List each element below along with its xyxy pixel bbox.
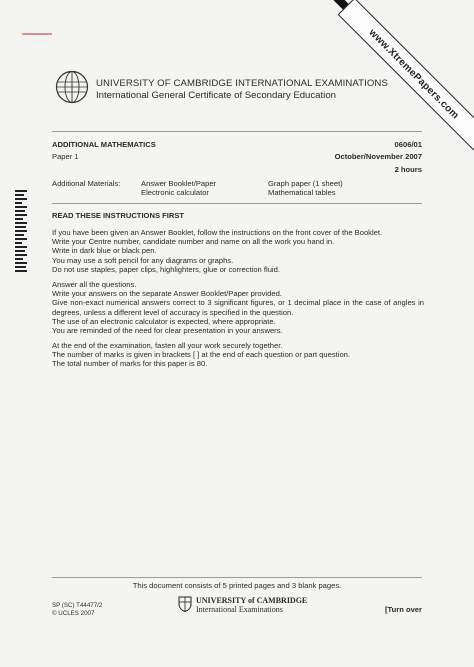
scan-mark <box>22 33 52 35</box>
subject: ADDITIONAL MATHEMATICS <box>52 140 156 149</box>
material-item: Mathematical tables <box>268 188 336 197</box>
session: October/November 2007 <box>334 152 422 161</box>
paper-code: 0606/01 <box>394 140 422 149</box>
instructions-block-1 <box>52 228 424 274</box>
instruction-line: Do not use staples, paper clips, highlighters, glue or correction fluid. <box>52 264 280 274</box>
divider <box>52 131 422 132</box>
logo-line-1: UNIVERSITY of CAMBRIDGE <box>196 596 308 605</box>
paper-number: Paper 1 <box>52 152 79 161</box>
instruction-line: Write in dark blue or black pen. <box>52 246 157 256</box>
page-count-note: This document consists of 5 printed pages and 3 blank pages. <box>132 581 342 590</box>
turn-over: [Turn over <box>385 605 422 614</box>
reference-code: SP (SC) T44477/2 <box>52 602 103 609</box>
qualification-name: International General Certificate of Secondary Education <box>96 90 336 101</box>
instruction-line: You are reminded of the need for clear presentation in your answers. <box>52 326 283 336</box>
instruction-line: The number of marks is given in brackets [ ] at the end of each question or part question. <box>52 350 351 360</box>
instruction-line: If you have been given an Answer Booklet, follow the instructions on the front cover of the Booklet. <box>52 228 383 237</box>
instruction-line: You may use a soft pencil for any diagrams or graphs. <box>52 255 234 265</box>
instruction-line: Write your Centre number, candidate number and name on all the work you hand in. <box>52 237 335 247</box>
instruction-line: Answer all the questions. <box>52 280 137 289</box>
material-item: Graph paper (1 sheet) <box>268 179 343 188</box>
cambridge-crest-icon <box>178 596 192 612</box>
cambridge-logo-text <box>196 596 307 614</box>
instruction-line: The use of an electronic calculator is expected, where appropriate. <box>52 316 276 326</box>
instructions-block-3 <box>52 341 424 369</box>
divider <box>52 577 422 578</box>
copyright: © UCLES 2007 <box>52 610 95 617</box>
instruction-line: The total number of marks for this paper is 80. <box>52 359 208 369</box>
globe-logo-icon <box>55 70 89 104</box>
watermark-ribbon[interactable] <box>338 0 474 150</box>
barcode <box>15 190 29 290</box>
instructions-heading: READ THESE INSTRUCTIONS FIRST <box>52 211 185 220</box>
logo-line-2: International Examinations <box>196 605 283 614</box>
material-item: Answer Booklet/Paper <box>141 179 217 188</box>
instruction-line: Write your answers on the separate Answer Booklet/Paper provided. <box>52 289 282 299</box>
materials-label: Additional Materials: <box>52 179 121 188</box>
duration: 2 hours <box>394 165 422 174</box>
university-name: UNIVERSITY OF CAMBRIDGE INTERNATIONAL EXAMINATIONS <box>96 78 388 89</box>
watermark-text: www.XtremePapers.com <box>366 26 462 122</box>
instruction-line: At the end of the examination, fasten all your work securely together. <box>52 341 283 350</box>
material-item: Electronic calculator <box>141 188 209 197</box>
footer-reference <box>52 602 102 618</box>
instructions-block-2 <box>52 280 424 335</box>
instruction-line: Give non-exact numerical answers correct to 3 significant figures, or 1 decimal place in the case of angles in degrees, unless a different level of accuracy is specified in the question. <box>52 298 424 317</box>
divider <box>52 203 422 204</box>
